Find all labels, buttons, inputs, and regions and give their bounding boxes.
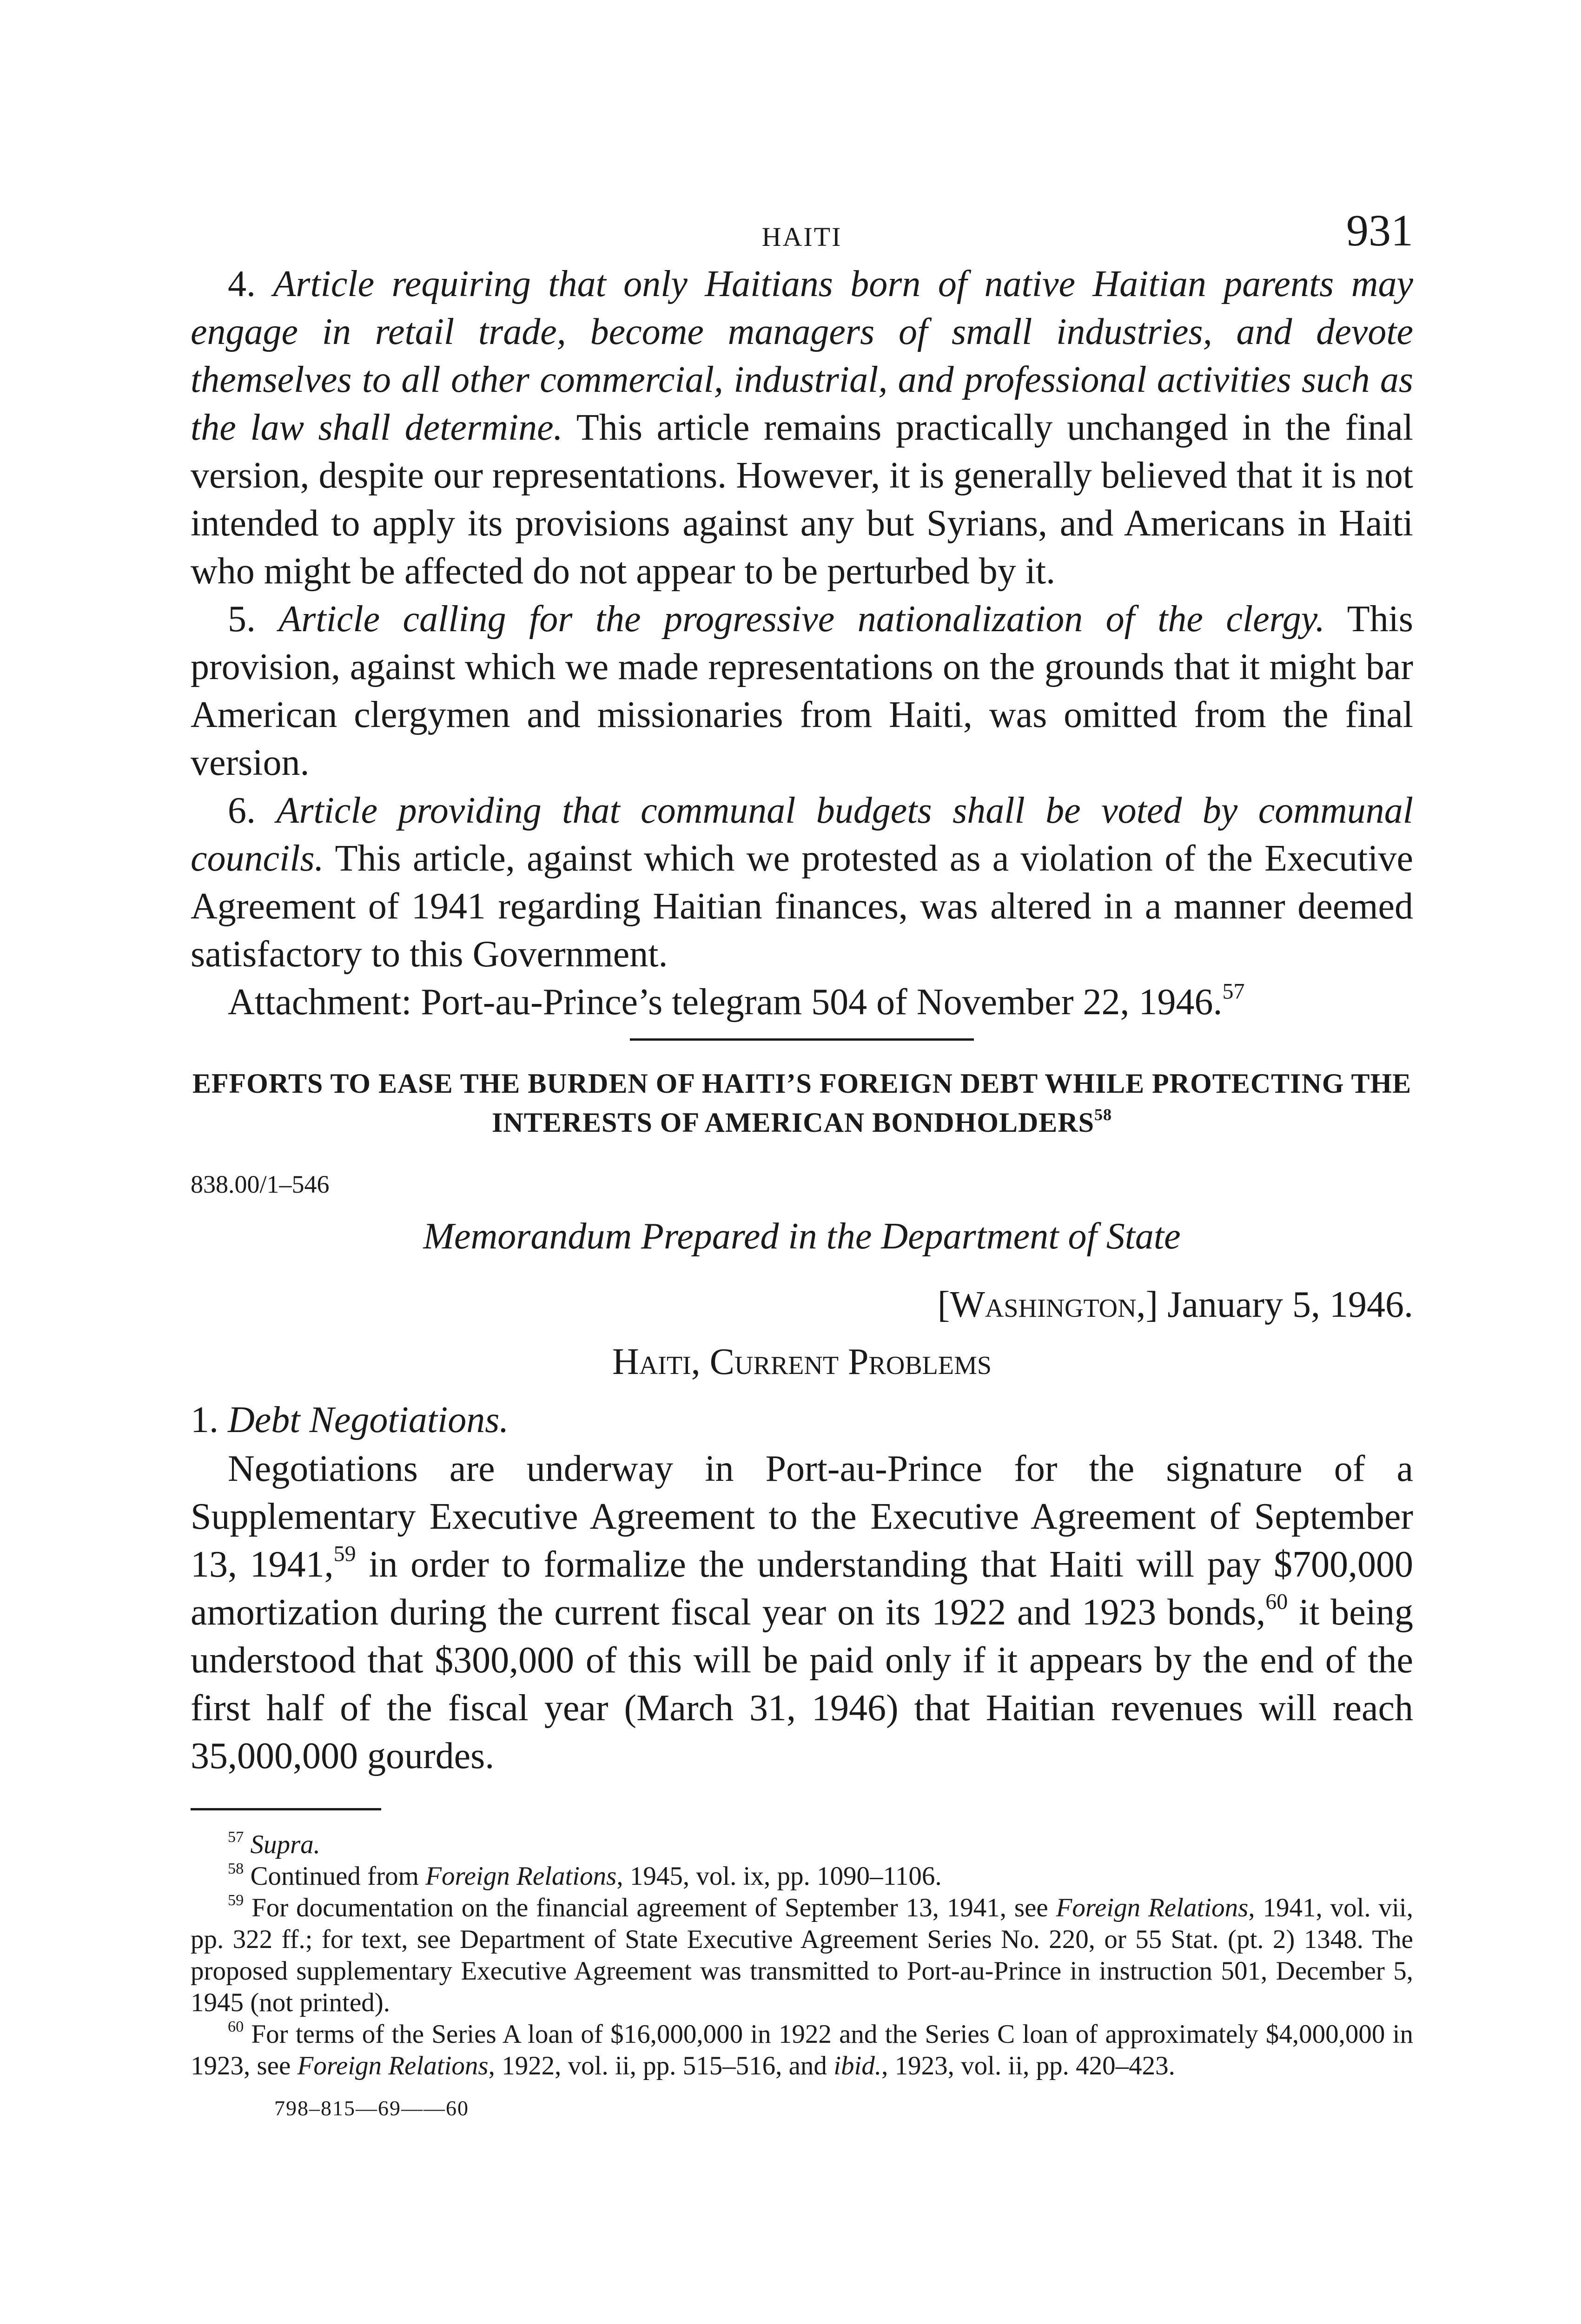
dateline-date: January 5, 1946. — [1158, 1284, 1413, 1325]
paragraph-5 — [191, 595, 1413, 787]
footnote-59 — [191, 1892, 1413, 2019]
section-heading — [191, 1064, 1413, 1142]
item-heading-title: Debt Negotiations. — [228, 1400, 509, 1440]
footnote-57-number: 57 — [228, 1829, 244, 1846]
paragraph-4-number: 4. — [228, 264, 273, 304]
attachment-line — [191, 978, 1413, 1026]
body-text — [191, 260, 1413, 1026]
footnote-57 — [191, 1829, 1413, 1861]
footnote-59-source: Foreign Relations — [1056, 1893, 1249, 1922]
memo-subject: Haiti, Current Problems — [612, 1341, 992, 1382]
footnote-58-text-b: , 1945, vol. ix, pp. 1090–1106. — [616, 1862, 942, 1891]
footnote-divider — [191, 1808, 381, 1810]
item-text-part-2: in order to formalize the understanding that Haiti will pay $700,000 amortization during the current fiscal year on its 1922 and 1923 bonds, — [191, 1544, 1413, 1633]
paragraph-4-text: This article remains practically unchanged in the final version, despite our representations. However, it is generally believed that it is not intended to apply its provisions against any but Syrians, and Americans in Haiti who might be affected do not appear to be perturbed by it. — [191, 407, 1413, 592]
footnote-ref-57: 57 — [1222, 979, 1245, 1004]
item-text-part-3: it being understood that $300,000 of this will be paid only if it appears by the end of the first half of the fiscal year (March 31, 1946) that Haitian revenues will reach 35,000,000 gourdes. — [191, 1592, 1414, 1776]
footnote-ref-58: 58 — [1094, 1105, 1112, 1124]
paragraph-4-article: Article requiring that only Haitians born of native Haitian parents may engage in retail trade, become managers of small industries, and devote themselves to all other commercial, industrial, and professional activities such as the law shall determine. — [191, 264, 1414, 448]
footnote-60-source: Foreign Relations — [297, 2051, 489, 2080]
section-divider — [630, 1038, 974, 1041]
footnote-60-ibid: ibid. — [833, 2051, 882, 2080]
footnote-59-number: 59 — [228, 1892, 244, 1909]
running-title: HAITI — [761, 222, 842, 252]
paragraph-6-article: Article providing that communal budgets shall be voted by communal councils. — [191, 790, 1414, 879]
attachment-text: Attachment: Port-au-Prince’s telegram 504 of November 22, 1946. — [228, 982, 1223, 1023]
footnote-ref-59: 59 — [333, 1541, 356, 1566]
paragraph-5-article: Article calling for the progressive nationalization of the clergy. — [278, 599, 1325, 640]
dateline-place: [Washington,] — [937, 1284, 1158, 1325]
footnote-58-number: 58 — [228, 1860, 244, 1878]
item-body — [191, 1445, 1413, 1780]
footnote-57-text: Supra. — [244, 1830, 320, 1859]
paragraph-6 — [191, 787, 1413, 978]
paragraph-6-text: This article, against which we protested as a violation of the Executive Agreement of 1941 regarding Haitian finances, was altered in a manner deemed satisfactory to this Government. — [191, 838, 1413, 975]
section-heading-text: EFFORTS TO EASE THE BURDEN OF HAITI’S FOREIGN DEBT WHILE PROTECTING THE INTERESTS OF AMERICAN BONDHOLDERS — [192, 1068, 1412, 1138]
paragraph-4 — [191, 260, 1413, 595]
footnote-60-text-c: , 1923, vol. ii, pp. 420–423. — [881, 2051, 1175, 2080]
footnote-58-source: Foreign Relations — [425, 1862, 617, 1891]
item-text-part-1: Negotiations are underway in Port-au-Prince for the signature of a Supplementary Executive Agreement to the Executive Agreement of September 13, 1941, — [191, 1448, 1413, 1585]
item-heading-number: 1. — [191, 1400, 228, 1440]
footnote-60-text-a: For terms of the Series A loan of $16,000,000 in 1922 and the Series C loan of approximately $4,000,000 in 1923, see — [191, 2020, 1413, 2080]
footnote-59-text-b: , 1941, vol. vii, pp. 322 ff.; for text, see Department of State Executive Agreement Series No. 220, or 55 Stat. (pt. 2) 1348. The proposed supplementary Executive Agreement was transmitted to Port-au-Prince in instruction 501, December 5, 1945 (not printed). — [191, 1893, 1413, 2017]
footnote-59-text-a: For documentation on the financial agreement of September 13, 1941, see — [244, 1893, 1056, 1922]
debt-negotiations-paragraph — [191, 1445, 1413, 1780]
footnotes — [191, 1829, 1413, 2082]
footnote-58 — [191, 1861, 1413, 1892]
paragraph-6-number: 6. — [228, 790, 277, 831]
document-title: Memorandum Prepared in the Department of State — [423, 1216, 1181, 1257]
footnote-58-text-a: Continued from — [244, 1862, 426, 1891]
footnote-60-text-b: , 1922, vol. ii, pp. 515–516, and — [488, 2051, 834, 2080]
page-number: 931 — [1346, 205, 1413, 255]
document-page — [191, 205, 1413, 2120]
footnote-ref-60: 60 — [1265, 1589, 1288, 1614]
paragraph-5-number: 5. — [228, 599, 279, 640]
paragraph-5-text: This provision, against which we made representations on the grounds that it might bar American clergymen and missionaries from Haiti, was omitted from the final version. — [191, 599, 1414, 783]
footnote-60 — [191, 2019, 1413, 2082]
printer-line: 798–815—69——60 — [274, 2096, 469, 2120]
file-number: 838.00/1–546 — [191, 1170, 330, 1198]
item-heading — [191, 1399, 1413, 1441]
dateline — [191, 1284, 1413, 1326]
footnote-60-number: 60 — [228, 2018, 244, 2036]
running-head — [191, 205, 1413, 260]
